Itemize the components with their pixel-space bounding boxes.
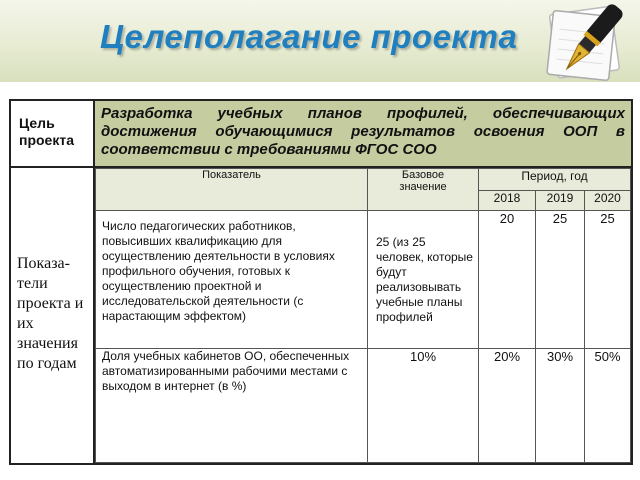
- year-header: 2019: [536, 191, 585, 211]
- project-table: [9, 99, 633, 465]
- base-value: 10%: [368, 349, 479, 463]
- goal-text: Разработка учебных планов профилей, обеспечивающих достижения обучающимися результатов освоения ООП в соответствии с требованиями ФГОС СОО: [101, 105, 625, 158]
- indicators-table: [95, 168, 631, 463]
- year-value: 20%: [479, 349, 536, 463]
- year-value: 25: [585, 211, 631, 349]
- indicators-label-cell: [10, 167, 94, 464]
- indicator-text: Доля учебных кабинетов ОО, обеспеченных автоматизированными рабочими местами с выходом в интернет (в %): [96, 349, 368, 463]
- table-row: [96, 211, 631, 349]
- page-title: Целеполагание проекта: [100, 18, 518, 55]
- goal-label-cell: [10, 100, 94, 167]
- indicators-cell: [94, 167, 632, 464]
- year-value: 25: [536, 211, 585, 349]
- col-header-indicator: Показатель: [96, 169, 368, 211]
- year-header: 2020: [585, 191, 631, 211]
- year-value: 30%: [536, 349, 585, 463]
- indicators-label: Показа-тели проекта и их значения по годам: [17, 255, 84, 372]
- goal-text-cell: [94, 100, 632, 167]
- table-row: [96, 349, 631, 463]
- year-value: 20: [479, 211, 536, 349]
- indicator-text: Число педагогических работников, повысивших квалификацию для осуществлению деятельности в условиях профильного обучения, готовых к осуществлению проектной и исследовательской деятельности (с нарастающим эффектом): [96, 211, 368, 349]
- year-value: 50%: [585, 349, 631, 463]
- goal-label: Цель проекта: [19, 115, 74, 148]
- fountain-pen-icon: [540, 2, 632, 90]
- col-header-period: Период, год: [479, 169, 631, 191]
- base-value: 25 (из 25 человек, которые будут реализовывать учебные планы профилей: [368, 211, 479, 349]
- col-header-base: Базовое значение: [368, 169, 479, 211]
- year-header: 2018: [479, 191, 536, 211]
